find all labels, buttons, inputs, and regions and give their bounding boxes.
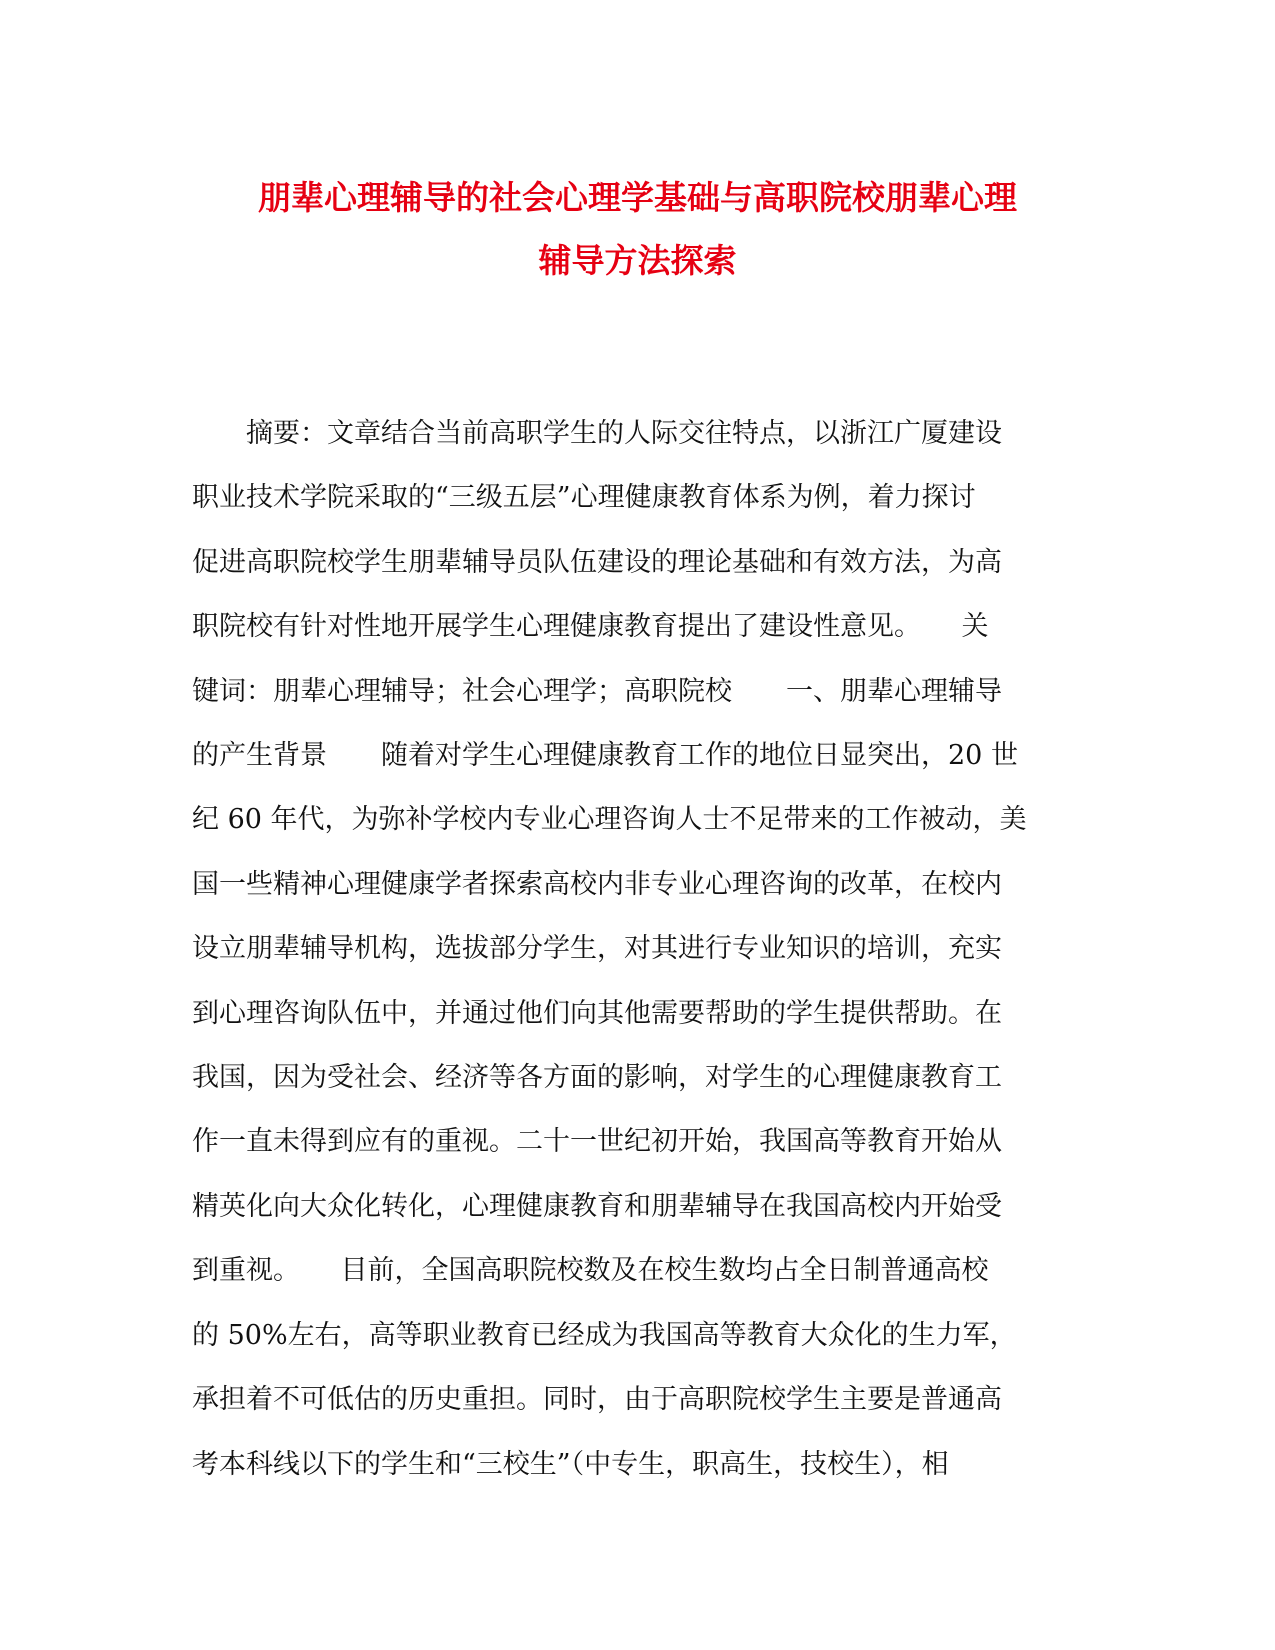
body-line: 纪 60 年代，为弥补学校内专业心理咨询人士不足带来的工作被动，美 <box>192 804 1027 836</box>
title-line: 朋辈心理辅导的社会心理学基础与高职院校朋辈心理 <box>258 178 1017 217</box>
body-line: 作一直未得到应有的重视。二十一世纪初开始，我国高等教育开始从 <box>192 1126 1002 1158</box>
body-line: 考本科线以下的学生和“三校生”（中专生，职高生，技校生），相 <box>192 1448 949 1480</box>
body-line: 键词：朋辈心理辅导；社会心理学；高职院校 一、朋辈心理辅导 <box>192 675 1002 707</box>
body-line: 承担着不可低估的历史重担。同时，由于高职院校学生主要是普通高 <box>192 1384 1002 1416</box>
body-line: 精英化向大众化转化，心理健康教育和朋辈辅导在我国高校内开始受 <box>192 1190 1002 1222</box>
body-line: 到心理咨询队伍中，并通过他们向其他需要帮助的学生提供帮助。在 <box>192 997 1002 1029</box>
body-line: 我国，因为受社会、经济等各方面的影响，对学生的心理健康教育工 <box>192 1062 1002 1094</box>
body-line: 的产生背景 随着对学生心理健康教育工作的地位日显突出，20 世 <box>192 740 1018 772</box>
body-line: 摘要：文章结合当前高职学生的人际交往特点，以浙江广厦建设 <box>192 418 1002 449</box>
body-line: 促进高职院校学生朋辈辅导员队伍建设的理论基础和有效方法，为高 <box>192 546 1002 578</box>
body-line: 到重视。 目前，全国高职院校数及在校生数均占全日制普通高校 <box>192 1255 989 1287</box>
document-title <box>150 166 1125 292</box>
body-line: 设立朋辈辅导机构，选拔部分学生，对其进行专业知识的培训，充实 <box>192 933 1002 965</box>
body-line: 职院校有针对性地开展学生心理健康教育提出了建设性意见。 关 <box>192 611 989 643</box>
document-body <box>192 402 1082 1497</box>
body-line: 国一些精神心理健康学者探索高校内非专业心理咨询的改革，在校内 <box>192 868 1002 900</box>
body-line: 职业技术学院采取的“三级五层”心理健康教育体系为例，着力探讨 <box>192 482 976 514</box>
body-line: 的 50%左右，高等职业教育已经成为我国高等教育大众化的生力军， <box>192 1319 1017 1351</box>
title-line: 辅导方法探索 <box>538 241 737 280</box>
